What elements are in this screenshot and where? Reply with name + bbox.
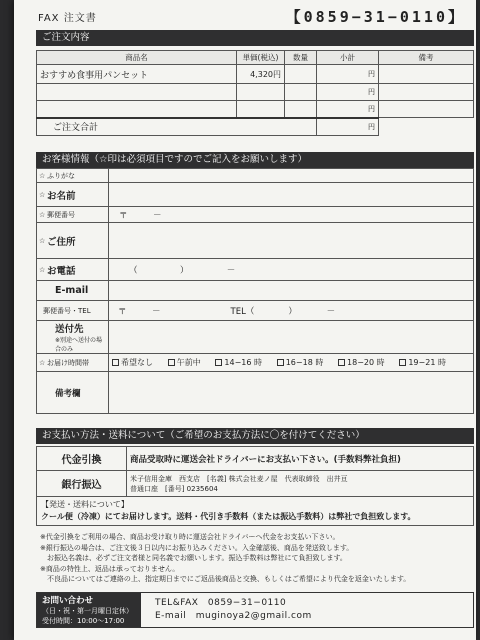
name-field[interactable] bbox=[109, 183, 474, 207]
contact-email[interactable]: E-mail muginoya2@gmail.com bbox=[155, 611, 312, 621]
table-row bbox=[37, 65, 474, 84]
col-note: 備考 bbox=[379, 51, 474, 65]
dest-note: ※別途へ送付の場合のみ bbox=[55, 337, 103, 353]
contact-telfax: TEL&FAX 0859−31−0110 bbox=[155, 598, 287, 608]
required-star-icon: ☆ bbox=[39, 265, 46, 274]
shipping-title: 【発送・送料について】 bbox=[41, 500, 129, 509]
postal-field[interactable]: 〒 － bbox=[109, 207, 474, 223]
bank-line-2: 普通口座 [番号] 0235604 bbox=[130, 484, 218, 493]
product-price: 4,320円 bbox=[237, 65, 285, 84]
time-option-morning[interactable]: 午前中 bbox=[168, 358, 201, 367]
email-field[interactable] bbox=[109, 281, 474, 301]
subtotal-field[interactable]: 円 bbox=[317, 65, 379, 84]
time-option-none[interactable]: 希望なし bbox=[112, 358, 153, 367]
subtotal-field[interactable]: 円 bbox=[317, 84, 379, 101]
checkbox-icon bbox=[399, 359, 406, 366]
required-star-icon: ☆ bbox=[39, 358, 46, 367]
delivery-time-label: ☆ お届け時間帯 bbox=[37, 354, 109, 372]
note-field[interactable] bbox=[379, 84, 474, 101]
bank-line-1: 米子信用金庫 西支店 [名義] 株式会社麦ノ屋 代表取締役 出井亘 bbox=[130, 474, 348, 483]
required-star-icon: ☆ bbox=[39, 190, 46, 199]
payment-table bbox=[36, 446, 474, 526]
dest-postal-value: 〒 － bbox=[118, 306, 161, 317]
time-option-18-20[interactable]: 18−20 時 bbox=[338, 358, 385, 367]
notes-list bbox=[40, 532, 470, 585]
col-qty: 数量 bbox=[285, 51, 317, 65]
required-star-icon: ☆ bbox=[39, 210, 46, 219]
address-label: ☆ ご住所 bbox=[37, 223, 109, 259]
remarks-field[interactable] bbox=[109, 372, 474, 414]
time-option-14-16[interactable]: 14−16 時 bbox=[215, 358, 262, 367]
product-name[interactable] bbox=[37, 84, 237, 101]
col-price: 単価(税込) bbox=[237, 51, 285, 65]
table-row bbox=[37, 84, 474, 101]
customer-table bbox=[36, 168, 474, 414]
checkbox-icon bbox=[215, 359, 222, 366]
cod-description: 商品受取時に運送会社ドライバーにお支払い下さい。(手数料弊社負担) bbox=[127, 447, 474, 471]
delivery-time-options bbox=[109, 354, 474, 372]
qty-field[interactable] bbox=[285, 84, 317, 101]
dest-tel-value: TEL（ ） － bbox=[230, 306, 336, 317]
required-star-icon: ☆ bbox=[39, 236, 46, 245]
qty-field[interactable] bbox=[285, 101, 317, 118]
email-label: E-mail bbox=[37, 281, 109, 301]
contact-hours: 受付時間：10:00〜17:00 bbox=[42, 617, 125, 625]
dest-field[interactable] bbox=[109, 321, 474, 354]
contact-info bbox=[155, 597, 312, 623]
fax-number: 【0859−31−0110】 bbox=[285, 8, 466, 26]
list-item: お振込名義は、必ずご注文者様と同名義でお願いします。振込手数料は弊社にて負担致します。 bbox=[40, 554, 347, 562]
list-item: ※銀行振込の場合は、ご注文後３日以内にお振り込みください。入金確認後、商品を発送致します。 bbox=[40, 543, 354, 552]
checkbox-icon bbox=[168, 359, 175, 366]
product-name[interactable] bbox=[37, 101, 237, 118]
customer-section-title: お客様情報（☆印は必須項目ですのでご記入をお願いします） bbox=[36, 152, 474, 168]
form-header bbox=[14, 0, 476, 30]
order-table bbox=[36, 50, 474, 136]
product-name[interactable]: おすすめ食事用パンセット bbox=[37, 65, 237, 84]
order-form-sheet bbox=[14, 0, 476, 640]
qty-field[interactable] bbox=[285, 65, 317, 84]
remarks-label: 備考欄 bbox=[37, 372, 109, 414]
name-label: ☆ お名前 bbox=[37, 183, 109, 207]
list-item: 不良品についてはご連絡の上、指定期日までにご返品後商品と交換、もしくはご希望により代金を返金いたします。 bbox=[40, 575, 411, 583]
product-price bbox=[237, 101, 285, 118]
order-total-field[interactable]: 円 bbox=[317, 118, 379, 136]
contact-label-box bbox=[37, 593, 141, 627]
dest-postal-tel-label: 郵便番号・TEL bbox=[37, 301, 109, 321]
time-option-16-18[interactable]: 16−18 時 bbox=[277, 358, 324, 367]
shipping-info bbox=[37, 497, 474, 526]
required-star-icon: ☆ bbox=[39, 171, 46, 180]
checkbox-icon bbox=[112, 359, 119, 366]
postal-label: ☆ 郵便番号 bbox=[37, 207, 109, 223]
furigana-field[interactable] bbox=[109, 169, 474, 183]
col-subtotal: 小計 bbox=[317, 51, 379, 65]
col-product: 商品名 bbox=[37, 51, 237, 65]
order-total-row bbox=[37, 118, 474, 136]
list-item: ※代金引換をご利用の場合、商品お受け取り時に運送会社ドライバーへ代金をお支払い下さい。 bbox=[40, 533, 340, 541]
order-section-title: ご注文内容 bbox=[36, 30, 474, 46]
form-title: FAX 注文書 bbox=[38, 13, 97, 24]
dest-postal-tel-field[interactable] bbox=[109, 301, 474, 321]
time-option-19-21[interactable]: 19−21 時 bbox=[399, 358, 446, 367]
list-item: ※商品の特性上、返品は承っておりません。 bbox=[40, 564, 180, 573]
note-field[interactable] bbox=[379, 101, 474, 118]
payment-section-title: お支払い方法・送料について（ご希望のお支払方法に〇を付けてください） bbox=[36, 428, 474, 444]
order-total-label: ご注文合計 bbox=[37, 118, 317, 136]
contact-box bbox=[36, 592, 474, 628]
dest-label: 送付先 ※別途へ送付の場合のみ bbox=[37, 321, 109, 354]
furigana-label: ☆ ふりがな bbox=[37, 169, 109, 183]
phone-field[interactable]: （ ） － bbox=[109, 259, 474, 281]
checkbox-icon bbox=[338, 359, 345, 366]
note-field[interactable] bbox=[379, 65, 474, 84]
bank-details bbox=[127, 471, 474, 497]
contact-title: お問い合わせ bbox=[42, 596, 94, 606]
checkbox-icon bbox=[277, 359, 284, 366]
bank-transfer-option[interactable]: 銀行振込 bbox=[37, 471, 127, 497]
phone-label: ☆ お電話 bbox=[37, 259, 109, 281]
address-field[interactable] bbox=[109, 223, 474, 259]
cod-option[interactable]: 代金引換 bbox=[37, 447, 127, 471]
contact-hours-note: （日・祝・第一月曜日定休） bbox=[42, 607, 133, 615]
table-row bbox=[37, 101, 474, 118]
shipping-text: クール便（冷凍）にてお届けします。送料・代引き手数料（または振込手数料）は弊社で負担致します。 bbox=[41, 512, 416, 521]
product-price bbox=[237, 84, 285, 101]
subtotal-field[interactable]: 円 bbox=[317, 101, 379, 118]
